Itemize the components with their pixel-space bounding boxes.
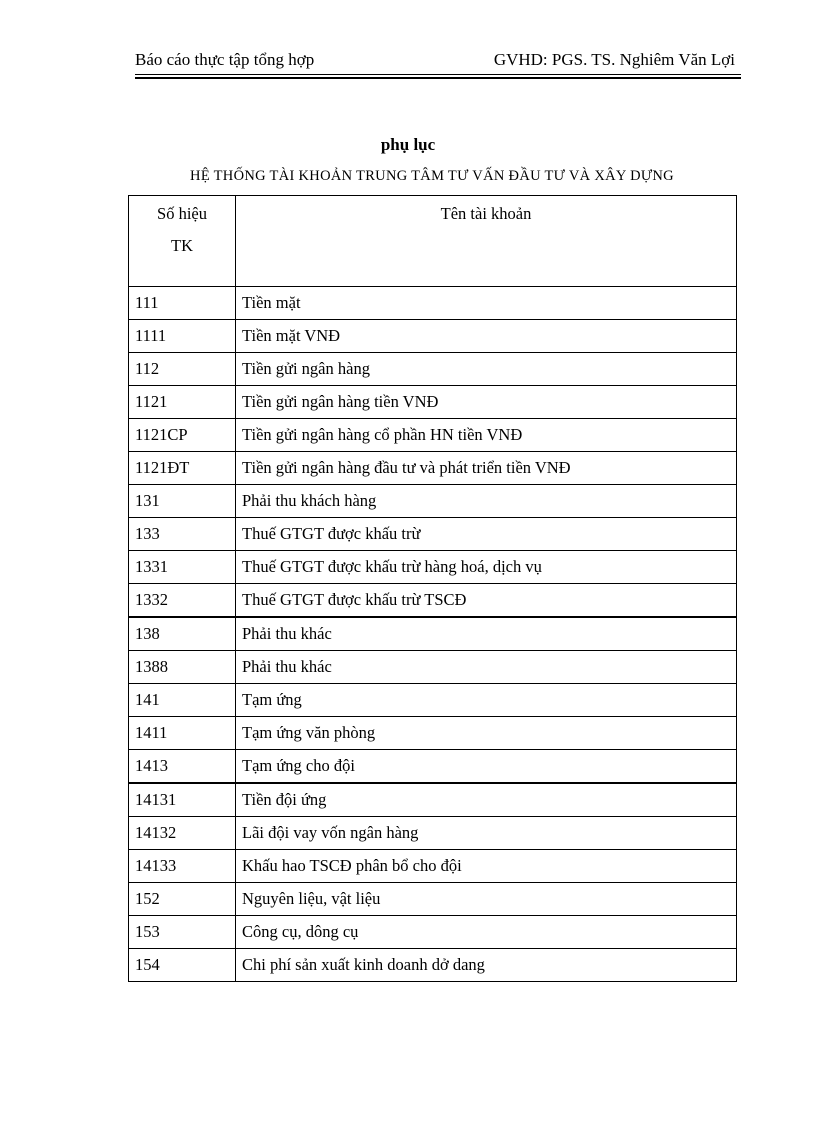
- table-row: [129, 353, 737, 386]
- account-name-cell: Tiền mặt: [236, 287, 737, 320]
- table-row: [129, 750, 737, 784]
- account-name-cell: Thuế GTGT được khấu trừ TSCĐ: [236, 584, 737, 618]
- account-code-cell: 138: [129, 617, 236, 651]
- header-account-code: [129, 196, 236, 287]
- table-row: [129, 452, 737, 485]
- header-code-line2: TK: [171, 236, 193, 255]
- table-row: [129, 651, 737, 684]
- account-name-cell: Tạm ứng cho đội: [236, 750, 737, 784]
- header-supervisor: GVHD: PGS. TS. Nghiêm Văn Lợi: [493, 50, 735, 69]
- account-code-cell: 1411: [129, 717, 236, 750]
- account-name-cell: Nguyên liệu, vật liệu: [236, 883, 737, 916]
- account-code-cell: 1413: [129, 750, 236, 784]
- account-name-cell: Phải thu khác: [236, 617, 737, 651]
- table-row: [129, 584, 737, 618]
- account-code-cell: 152: [129, 883, 236, 916]
- account-code-cell: 111: [129, 287, 236, 320]
- account-code-cell: 1331: [129, 551, 236, 584]
- account-code-cell: 1121CP: [129, 419, 236, 452]
- table-row: [129, 320, 737, 353]
- account-code-cell: 133: [129, 518, 236, 551]
- account-code-cell: 131: [129, 485, 236, 518]
- account-name-cell: Khấu hao TSCĐ phân bổ cho đội: [236, 850, 737, 883]
- table-row: [129, 684, 737, 717]
- account-code-cell: 1111: [129, 320, 236, 353]
- account-name-cell: Tiền gửi ngân hàng đầu tư và phát triển tiền VNĐ: [236, 452, 737, 485]
- account-code-cell: 14131: [129, 783, 236, 817]
- table-body: [129, 287, 737, 982]
- account-name-cell: Công cụ, dông cụ: [236, 916, 737, 949]
- account-code-cell: 153: [129, 916, 236, 949]
- page-title: phụ lục: [380, 135, 436, 154]
- header-report-title: Báo cáo thực tập tổng hợp: [135, 50, 315, 69]
- account-name-cell: Thuế GTGT được khấu trừ: [236, 518, 737, 551]
- table-row: [129, 817, 737, 850]
- table-row: [129, 883, 737, 916]
- account-code-cell: 141: [129, 684, 236, 717]
- account-name-cell: Thuế GTGT được khấu trừ hàng hoá, dịch vụ: [236, 551, 737, 584]
- account-code-cell: 1121: [129, 386, 236, 419]
- account-code-cell: 154: [129, 949, 236, 982]
- table-row: [129, 783, 737, 817]
- account-code-cell: 14133: [129, 850, 236, 883]
- table-row: [129, 485, 737, 518]
- account-code-cell: 1121ĐT: [129, 452, 236, 485]
- page-header: [135, 50, 740, 74]
- table-row: [129, 287, 737, 320]
- header-rule-thin: [135, 74, 741, 75]
- account-name-cell: Tiền gửi ngân hàng tiền VNĐ: [236, 386, 737, 419]
- account-name-cell: Tiền gửi ngân hàng cổ phần HN tiền VNĐ: [236, 419, 737, 452]
- header-account-name: Tên tài khoản: [236, 196, 737, 287]
- table-header-row: [129, 196, 737, 287]
- table-row: [129, 916, 737, 949]
- table-row: [129, 949, 737, 982]
- account-code-cell: 14132: [129, 817, 236, 850]
- account-code-cell: 112: [129, 353, 236, 386]
- account-name-cell: Lãi đội vay vốn ngân hàng: [236, 817, 737, 850]
- table-row: [129, 419, 737, 452]
- page-subtitle: HỆ THỐNG TÀI KHOẢN TRUNG TÂM TƯ VẤN ĐẦU TƯ VÀ XÂY DỰNG: [190, 168, 674, 184]
- account-code-cell: 1332: [129, 584, 236, 618]
- accounts-table: [128, 195, 737, 982]
- account-name-cell: Tiền mặt VNĐ: [236, 320, 737, 353]
- table-row: [129, 850, 737, 883]
- account-name-cell: Phải thu khác: [236, 651, 737, 684]
- account-name-cell: Tiền đội ứng: [236, 783, 737, 817]
- account-name-cell: Tiền gửi ngân hàng: [236, 353, 737, 386]
- table-row: [129, 617, 737, 651]
- account-name-cell: Phải thu khách hàng: [236, 485, 737, 518]
- account-name-cell: Tạm ứng: [236, 684, 737, 717]
- table-row: [129, 551, 737, 584]
- header-rule-thick: [135, 77, 741, 79]
- account-code-cell: 1388: [129, 651, 236, 684]
- table-row: [129, 717, 737, 750]
- header-code-line1: Số hiệu: [157, 204, 207, 223]
- account-name-cell: Tạm ứng văn phòng: [236, 717, 737, 750]
- table-row: [129, 518, 737, 551]
- table-row: [129, 386, 737, 419]
- account-name-cell: Chi phí sản xuất kinh doanh dở dang: [236, 949, 737, 982]
